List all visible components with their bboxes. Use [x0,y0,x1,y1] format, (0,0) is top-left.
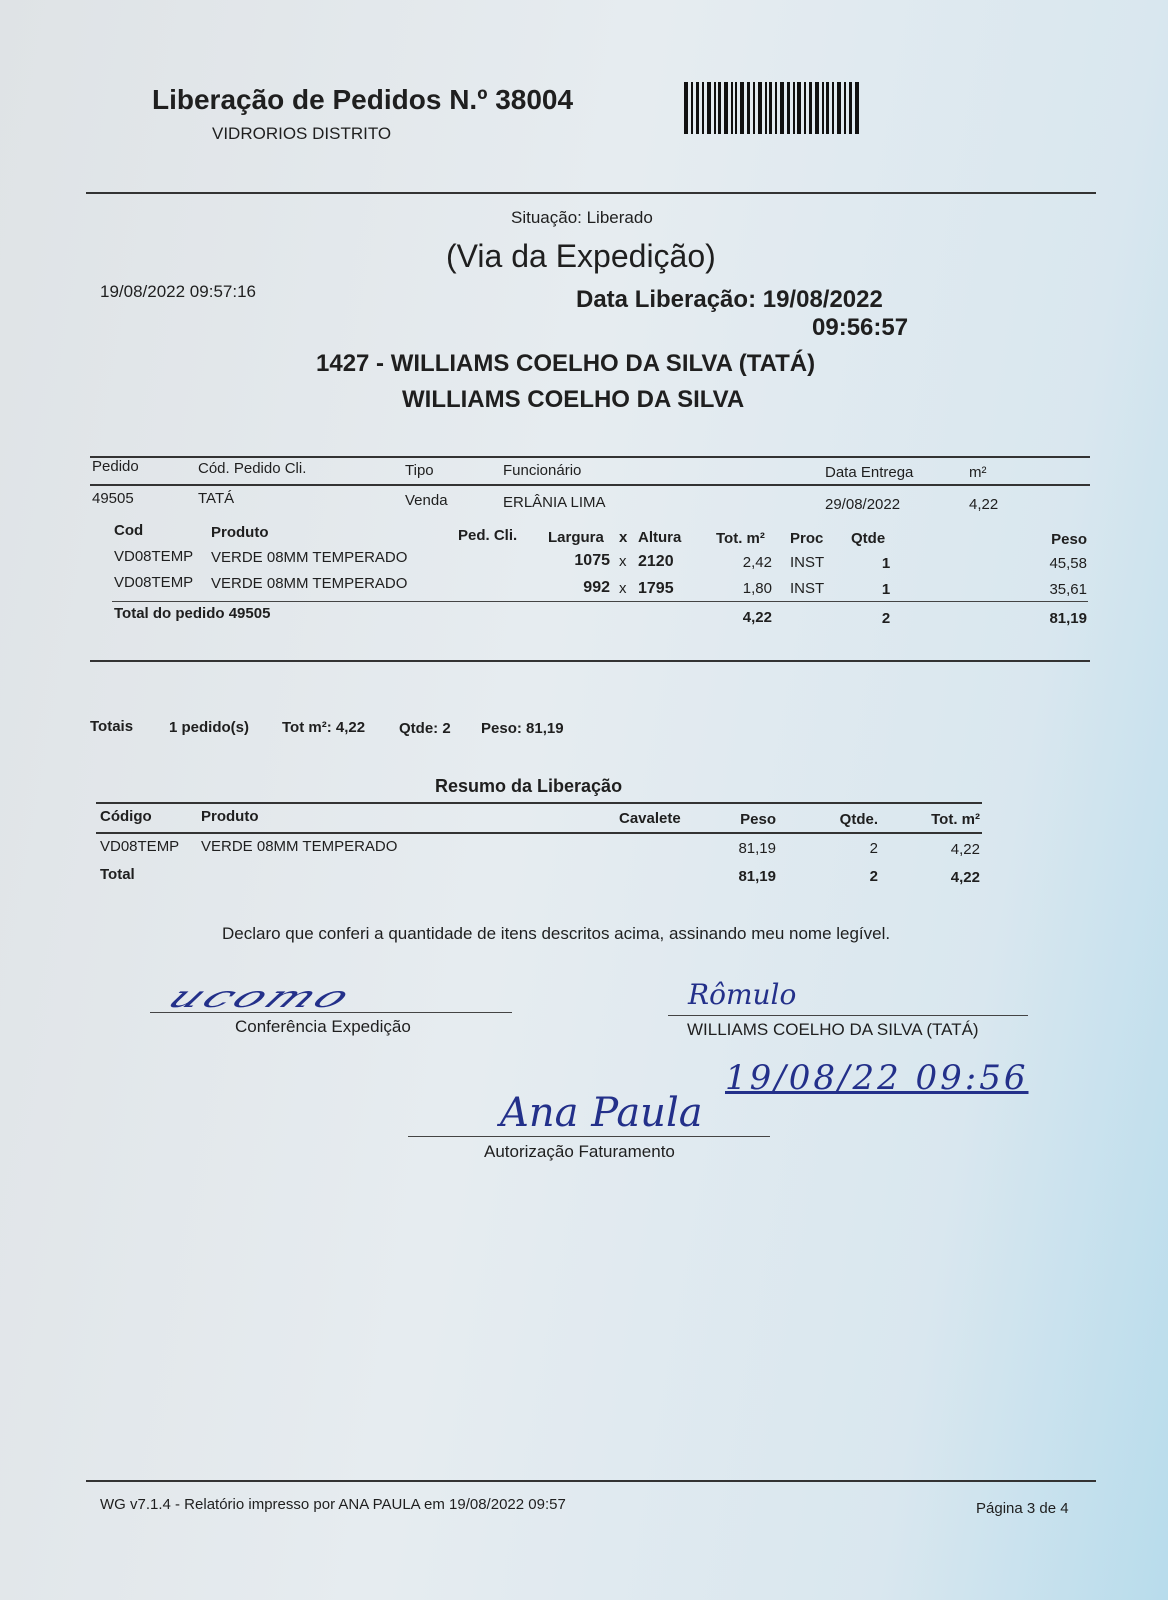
expedition-signature: ucomo [158,980,363,1015]
summary-total-label: Total [100,866,135,883]
company-name: VIDRORIOS DISTRITO [212,124,392,143]
col-pedido-header: Pedido [92,458,139,475]
summary-peso: 81,19 [738,840,776,857]
client-full-name: WILLIAMS COELHO DA SILVA [402,386,745,413]
declaration-text: Declaro que conferi a quantidade de itens descritos acima, assinando meu nome legível. [222,924,891,943]
order-pedido: 49505 [92,490,134,507]
item-peso: 35,61 [1049,581,1087,598]
order-table-header-border [90,484,1090,486]
release-date: Data Liberação: 19/08/2022 [576,286,883,313]
col-altura-header: Altura [638,529,682,546]
client-signature-label: WILLIAMS COELHO DA SILVA (TATÁ) [687,1020,979,1039]
summary-col-peso-header: Peso [740,811,776,828]
via-title: (Via da Expedição) [446,238,716,274]
document-title: Liberação de Pedidos N.º 38004 [152,84,574,115]
item-qtde: 1 [881,581,891,598]
item-largura: 992 [583,579,610,596]
totals-m2: Tot m²: 4,22 [282,719,366,736]
item-proc: INST [790,580,825,597]
order-total-qtde: 2 [881,610,891,627]
totals-label: Totais [90,718,134,735]
billing-signature: Ana Paula [500,1090,703,1136]
order-cod-pedido-cli: TATÁ [198,490,235,507]
totals-pedidos: 1 pedido(s) [169,719,250,736]
item-cod: VD08TEMP [114,548,194,565]
client-signature: Rômulo [688,978,797,1011]
col-largura-header: Largura [548,529,604,546]
summary-col-codigo-header: Código [100,808,152,825]
order-table-top-border [90,456,1090,458]
billing-signature-line [408,1136,770,1137]
col-m2-header: m² [969,464,987,481]
summary-col-cavalete-header: Cavalete [619,810,681,827]
item-tot-m2: 2,42 [742,554,772,571]
summary-col-tot-m2-header: Tot. m² [931,811,980,828]
client-signature-line [668,1015,1028,1016]
items-total-border [112,601,1088,602]
footer-print-info: WG v7.1.4 - Relatório impresso por ANA PAULA em 19/08/2022 09:57 [100,1496,566,1513]
item-qtde: 1 [881,555,891,572]
col-funcionario-header: Funcionário [503,462,582,479]
summary-col-produto-header: Produto [201,808,259,825]
barcode-image [684,82,862,134]
order-total-m2: 4,22 [742,609,772,626]
summary-header-border [96,832,982,834]
footer-divider [86,1480,1096,1482]
order-table-bottom-border [90,660,1090,662]
col-cod-pedido-cli-header: Cód. Pedido Cli. [198,460,307,477]
item-tot-m2: 1,80 [742,580,772,597]
order-total-label: Total do pedido 49505 [114,605,271,622]
order-data-entrega: 29/08/2022 [825,496,901,513]
item-altura: 1795 [638,580,674,597]
summary-produto: VERDE 08MM TEMPERADO [201,838,398,855]
status-label: Situação: Liberado [511,208,653,227]
col-peso-header: Peso [1051,531,1087,548]
print-datetime: 19/08/2022 09:57:16 [100,282,256,301]
item-cod: VD08TEMP [114,574,194,591]
col-data-entrega-header: Data Entrega [825,464,914,481]
item-proc: INST [790,554,825,571]
item-largura: 1075 [574,552,610,569]
expedition-label: Conferência Expedição [235,1017,411,1036]
col-qtde-header: Qtde [851,530,886,547]
order-tipo: Venda [405,492,448,509]
handwritten-datetime: 19/08/22 09:56 [725,1058,1029,1098]
item-produto: VERDE 08MM TEMPERADO [211,549,408,566]
summary-total-peso: 81,19 [738,868,776,885]
summary-title: Resumo da Liberação [435,776,623,796]
release-time: 09:56:57 [812,314,909,341]
summary-qtde: 2 [869,840,878,857]
item-x: x [619,553,627,570]
order-funcionario: ERLÂNIA LIMA [503,494,606,511]
expedition-signature-line [150,1012,512,1013]
item-produto: VERDE 08MM TEMPERADO [211,575,408,592]
col-produto-header: Produto [211,524,269,541]
summary-col-qtde-header: Qtde. [839,811,878,828]
summary-codigo: VD08TEMP [100,838,180,855]
order-total-peso: 81,19 [1049,610,1087,627]
col-ped-cli-header: Ped. Cli. [458,527,518,544]
col-proc-header: Proc [790,530,824,547]
totals-peso: Peso: 81,19 [481,720,564,737]
item-peso: 45,58 [1049,555,1087,572]
col-tot-m2-header: Tot. m² [716,530,765,547]
summary-total-m2: 4,22 [950,869,980,886]
page-number: Página 3 de 4 [976,1500,1069,1517]
totals-qtde: Qtde: 2 [399,720,451,737]
client-name: 1427 - WILLIAMS COELHO DA SILVA (TATÁ) [316,350,816,377]
col-cod-header: Cod [114,522,144,539]
summary-top-border [96,802,982,804]
order-m2: 4,22 [969,496,999,513]
header-divider [86,192,1096,194]
summary-tot-m2: 4,22 [950,841,980,858]
billing-label: Autorização Faturamento [484,1142,675,1161]
item-altura: 2120 [638,553,674,570]
col-x-header: x [619,529,628,546]
col-tipo-header: Tipo [405,462,434,479]
summary-total-qtde: 2 [869,868,878,885]
item-x: x [619,580,627,597]
